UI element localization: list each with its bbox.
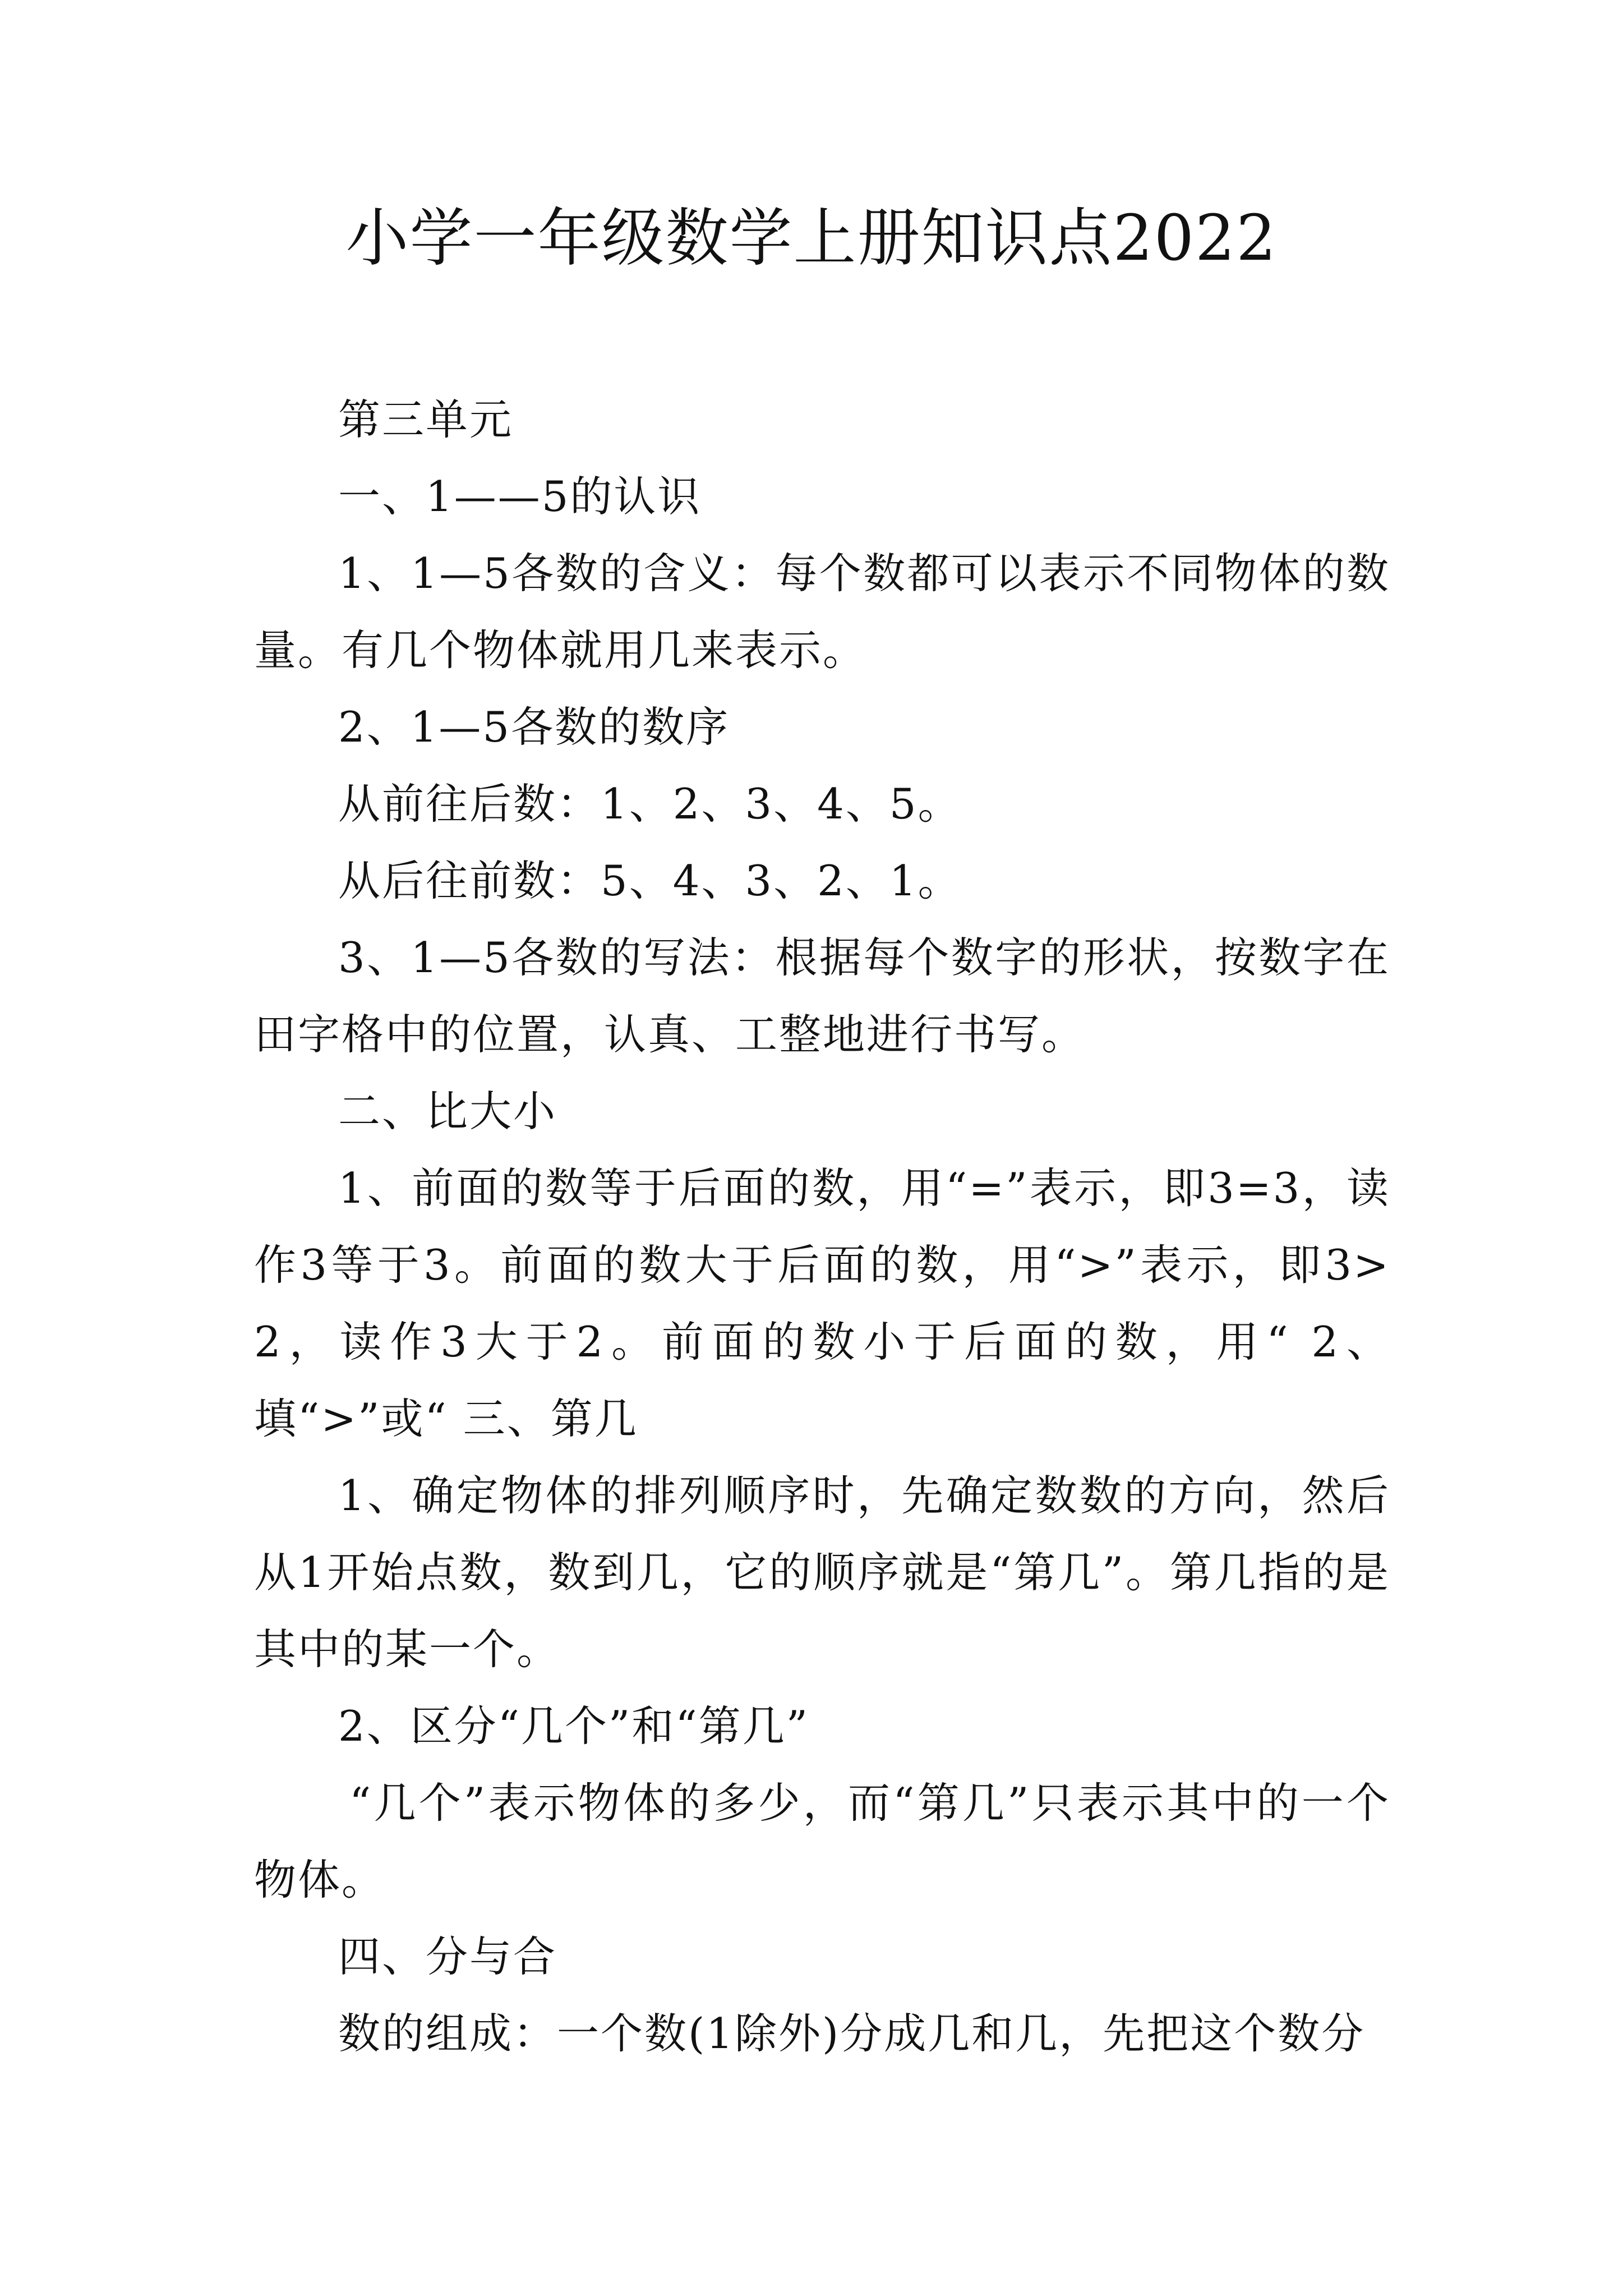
paragraph-writing: 3、1—5各数的写法：根据每个数字的形状，按数字在田字格中的位置，认真、工整地进行书写。 [254,933,1390,1059]
paragraph-section-2-heading: 二、比大小 [338,1087,557,1136]
paragraph-order-heading: 2、1—5各数的数序 [338,702,730,752]
paragraph-unit-heading: 第三单元 [338,395,514,444]
document-title: 小学一年级数学上册知识点2022 [345,202,1278,275]
paragraph-section-1-heading: 一、1——5的认识 [338,472,702,521]
paragraph-meaning: 1、1—5各数的含义：每个数都可以表示不同物体的数量。有几个物体就用几来表示。 [254,549,1390,675]
paragraph-section-4-heading: 四、分与合 [338,1932,557,1981]
paragraph-count-forward: 从前往后数：1、2、3、4、5。 [338,779,962,829]
paragraph-ordinal: 1、确定物体的排列顺序时，先确定数数的方向，然后从1开始点数，数到几，它的顺序就是“第几”。第几指的是其中的某一个。 [254,1471,1390,1674]
paragraph-count-backward: 从后往前数：5、4、3、2、1。 [338,856,962,905]
paragraph-distinguish-heading: 2、区分“几个”和“第几” [338,1701,810,1751]
paragraph-distinguish: “几个”表示物体的多少，而“第几”只表示其中的一个物体。 [254,1778,1390,1904]
paragraph-composition: 数的组成：一个数(1除外)分成几和几，先把这个数分 [338,2009,1366,2058]
document-body [254,381,1390,2072]
paragraph-comparison: 1、前面的数等于后面的数，用“=”表示，即3=3，读作3等于3。前面的数大于后面的数，用“>”表示，即3>2，读作3大于2。前面的数小于后面的数，用“ 2、填“>”或“ 三、第几 [254,1163,1390,1443]
